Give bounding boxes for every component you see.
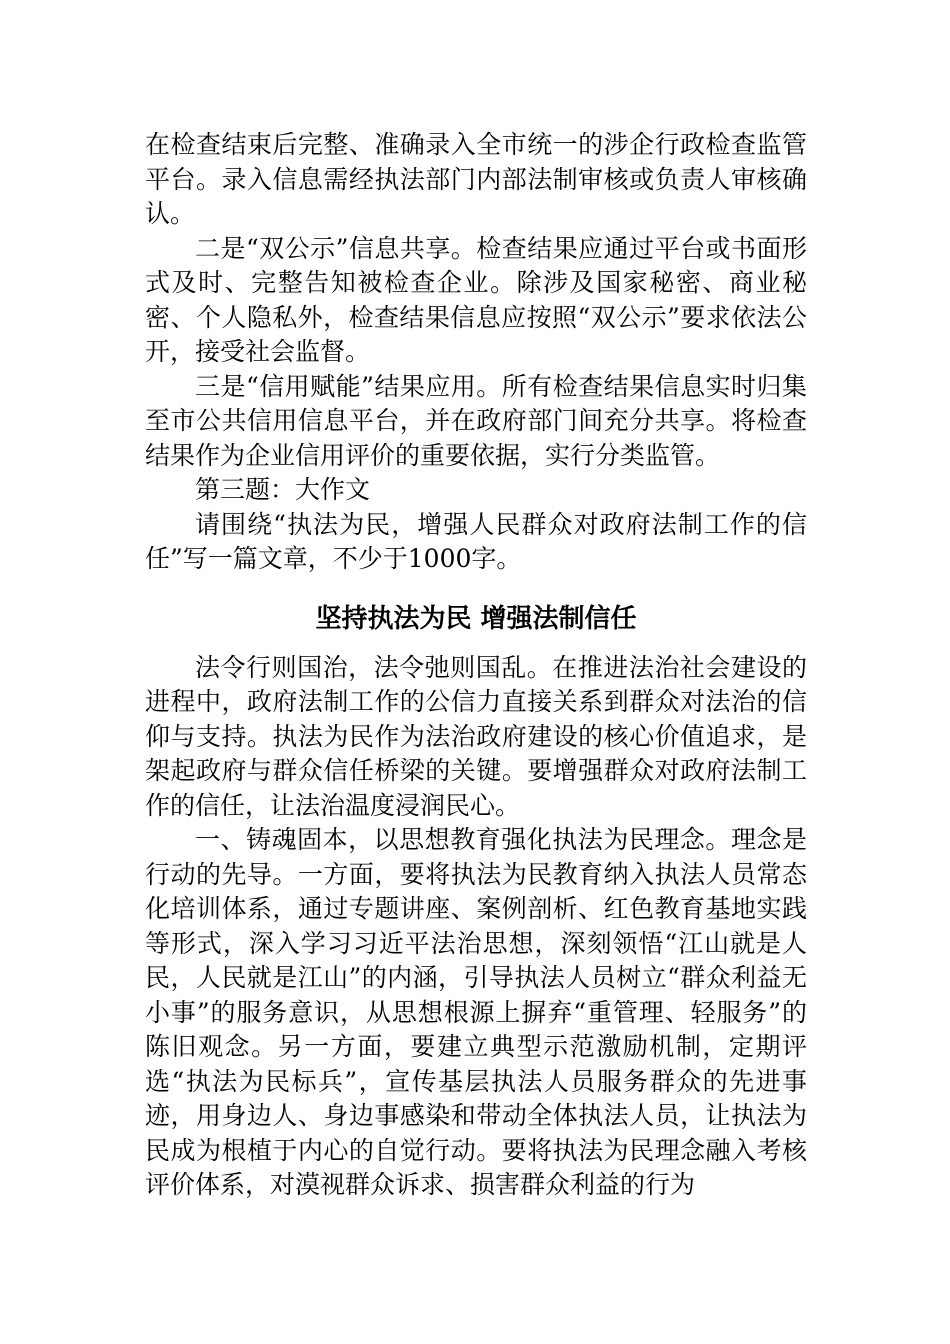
essay-section-one-paragraph: 一、铸魂固本，以思想教育强化执法为民理念。理念是行动的先导。一方面，要将执法为民教育纳入执法人员常态化培训体系，通过专题讲座、案例剖析、红色教育基地实践等形式，深入学习习近平法治思想，深刻领悟“江山就是人民，人民就是江山”的内涵，引导执法人员树立“群众利益无小事”的服务意识，从思想根源上摒弃“重管理、轻服务”的陈旧观念。另一方面，要建立典型示范激励机制，定期评选“执法为民标兵”，宣传基层执法人员服务群众的先进事迹，用身边人、身边事感染和带动全体执法人员，让执法为民成为根植于内心的自觉行动。要将执法为民理念融入考核评价体系，对漠视群众诉求、损害群众利益的行为 [145,825,807,1199]
paragraph-double-disclosure: 二是“双公示”信息共享。检查结果应通过平台或书面形式及时、完整告知被检查企业。除涉及国家秘密、商业秘密、个人隐私外，检查结果信息应按照“双公示”要求依法公开，接受社会监督。 [145,233,807,366]
essay-title: 坚持执法为民 增强法制信任 [315,603,637,634]
paragraph-record-entry: 在检查结束后完整、准确录入全市统一的涉企行政检查监管平台。录入信息需经执法部门内部法制审核或负责人审核确认。 [145,130,807,228]
paragraph-credit-application: 三是“信用赋能”结果应用。所有检查结果信息实时归集至市公共信用信息平台，并在政府部门间充分共享。将检查结果作为企业信用评价的重要依据，实行分类监管。 [145,371,807,470]
document-page [145,128,807,1203]
question-prompt: 请围绕“执法为民，增强人民群众对政府法制工作的信任”写一篇文章，不少于1000字。 [145,509,807,573]
question-heading: 第三题：大作文 [195,475,371,504]
essay-intro-paragraph: 法令行则国治，法令弛则国乱。在推进法治社会建设的进程中，政府法制工作的公信力直接关系到群众对法治的信仰与支持。执法为民作为法治政府建设的核心价值追求，是架起政府与群众信任桥梁的关键。要增强群众对政府法制工作的信任，让法治温度浸润民心。 [145,652,807,820]
